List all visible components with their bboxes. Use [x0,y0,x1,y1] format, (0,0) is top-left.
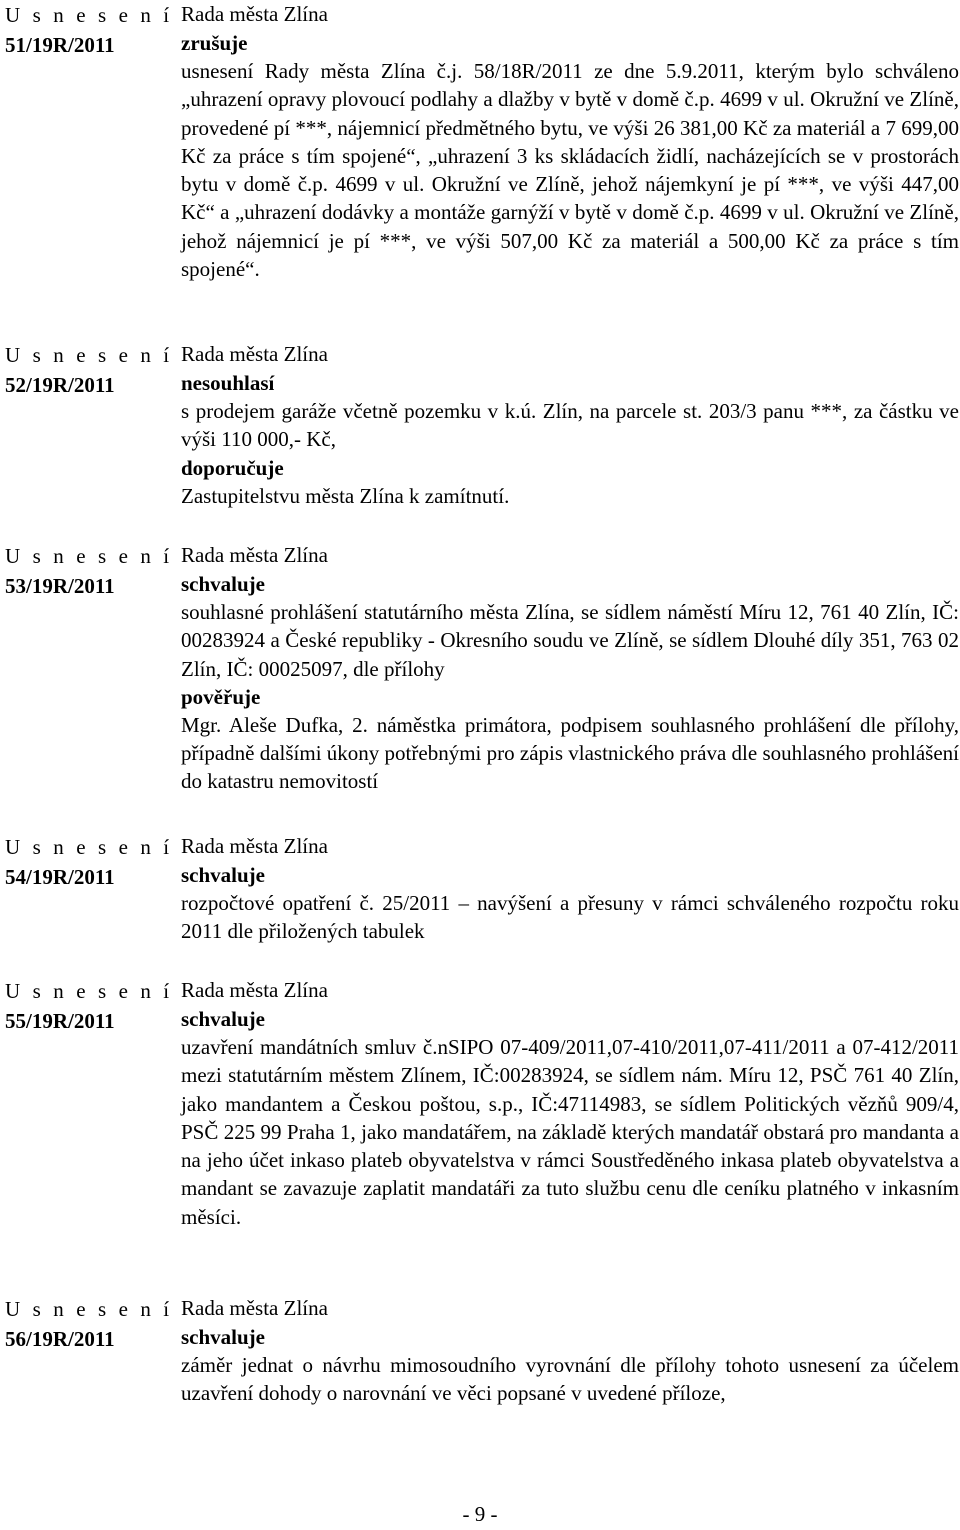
resolution-number: 51/19R/2011 [5,33,115,57]
authority: Rada města Zlína [181,2,328,26]
resolution-text: usnesení Rady města Zlína č.j. 58/18R/2011 ze dne 5.9.2011, kterým bylo schváleno „uhrazení opravy plovoucí podlahy a dlažby v bytě v domě č.p. 4699 v ul. Okružní ve Zlíně, provedené pí ***, nájemnicí předmětného bytu, ve výši 26 381,00 Kč za materiál a 7 699,00 Kč za práce s tím spojené“, „uhrazení 3 ks skládacích židlí, nacházejících se v prostorách bytu v domě č.p. 4699 v ul. Okružní ve Zlíně, jehož nájemkyní je pí ***, ve výši 447,00 Kč“ a „uhrazení dodávky a montáže garnýží v bytě v domě č.p. 4699 v ul. Okružní ve Zlíně, jehož nájemnicí je pí ***, ve výši 507,00 Kč za materiál a 500,00 Kč za práce s tím spojené“. [181,59,959,282]
resolution-heading: U s n e s e n í [5,3,173,27]
authority: Rada města Zlína [181,834,328,858]
resolution-label [5,340,175,400]
resolution-content [181,340,959,510]
resolution-text: s prodejem garáže včetně pozemku v k.ú. Zlín, na parcele st. 203/3 panu ***, za částku ve výši 110 000,- Kč, [181,399,959,452]
resolution-text: Mgr. Aleše Dufka, 2. náměstka primátora, podpisem souhlasného prohlášení dle přílohy, případně dalšími úkony potřebnými pro zápis vlastnického práva dle souhlasného prohlášení do katastru nemovitostí [181,712,959,794]
resolution-label [5,0,175,60]
resolution-text: uzavření mandátních smluv č.nSIPO 07-409/2011,07-410/2011,07-411/2011 a 07-412/2011 mezi statutárním městem Zlínem, IČ:00283924, se sídlem nám. Míru 12, PSČ 761 40 Zlín, jako mandantem a Českou poštou, s.p., IČ:47114983, se sídlem Politických vězňů 909/4, PSČ 225 99 Praha 1, jako mandatářem, na základě kterých mandatář obstará pro mandanta a na jeho účet inkaso plateb obyvatelstva v rámci Soustředěného inkasa plateb obyvatelstva a mandant se zavazuje zaplatit mandatáři za tuto službu cenu dle ceníku platného v inkasním měsíci. [181,1035,959,1229]
resolution-content [181,976,959,1231]
resolution-content [181,832,959,946]
resolution-label [5,976,175,1036]
decision-verb: schvaluje [181,572,265,596]
decision-verb: doporučuje [181,455,284,480]
resolution-heading: U s n e s e n í [5,1297,173,1321]
resolution-number: 55/19R/2011 [5,1009,115,1033]
resolution-label [5,832,175,892]
decision-verb: schvaluje [181,1325,265,1349]
resolution-heading: U s n e s e n í [5,544,173,568]
resolution-number: 52/19R/2011 [5,373,115,397]
authority: Rada města Zlína [181,1296,328,1320]
resolution-text: Zastupitelstvu města Zlína k zamítnutí. [181,483,510,508]
resolution-label [5,1294,175,1354]
authority: Rada města Zlína [181,342,328,366]
resolution-heading: U s n e s e n í [5,343,173,367]
resolution-number: 56/19R/2011 [5,1327,115,1351]
resolution-text: rozpočtové opatření č. 25/2011 – navýšení a přesuny v rámci schváleného rozpočtu roku 2011 dle přiložených tabulek [181,891,959,944]
decision-verb: schvaluje [181,863,265,887]
authority: Rada města Zlína [181,978,328,1002]
resolution-text: záměr jednat o návrhu mimosoudního vyrovnání dle přílohy tohoto usnesení za účelem uzavření dohody o narovnání ve věci popsané v uvedené příloze, [181,1353,959,1406]
authority: Rada města Zlína [181,543,328,567]
resolution-content [181,0,959,283]
resolution-number: 54/19R/2011 [5,865,115,889]
page-number: - 9 - [462,1502,498,1526]
resolution-text: souhlasné prohlášení statutárního města Zlína, se sídlem náměstí Míru 12, 761 40 Zlín, IČ: 00283924 a České republiky - Okresního soudu ve Zlíně, se sídlem Dlouhé díly 351, 763 02 Zlín, IČ: 00025097, dle přílohy [181,600,959,681]
decision-verb: schvaluje [181,1007,265,1031]
resolution-heading: U s n e s e n í [5,835,173,859]
resolution-label [5,541,175,601]
resolution-content [181,1294,959,1408]
decision-verb: nesouhlasí [181,371,275,395]
decision-verb: zrušuje [181,31,248,55]
resolution-heading: U s n e s e n í [5,979,173,1003]
decision-verb: pověřuje [181,684,261,709]
resolution-content [181,541,959,796]
resolution-number: 53/19R/2011 [5,574,115,598]
